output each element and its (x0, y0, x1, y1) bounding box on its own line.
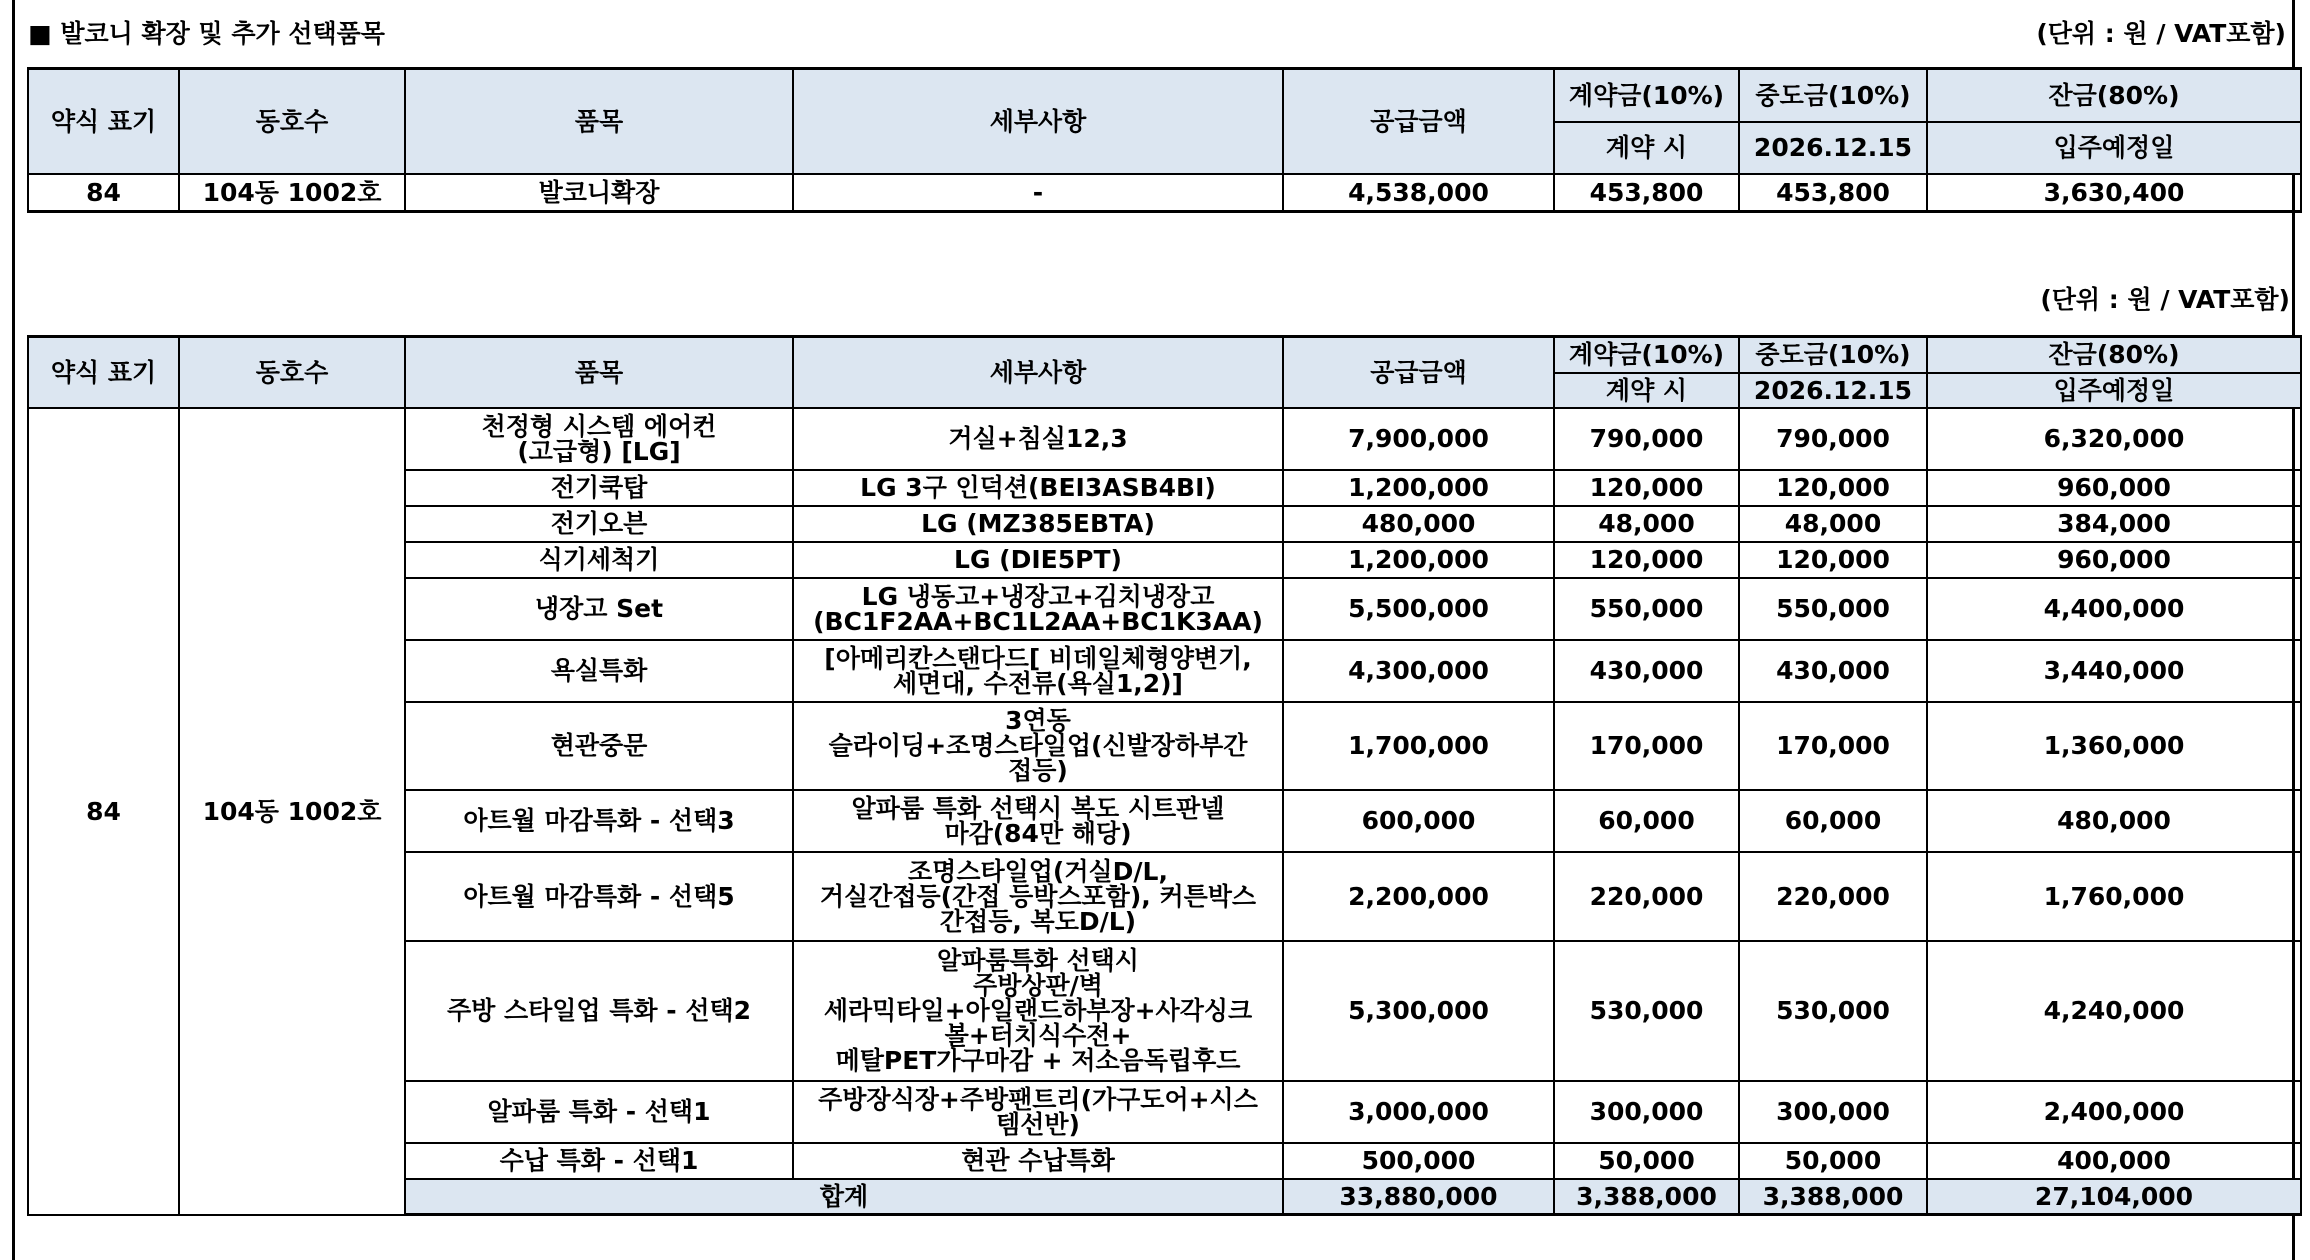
total-middle: 3,388,000 (1739, 1179, 1927, 1215)
cell-supply: 4,538,000 (1283, 174, 1554, 212)
cell-supply: 480,000 (1283, 506, 1554, 542)
header-contract: 계약금(10%) (1554, 337, 1739, 373)
cell-middle: 430,000 (1739, 640, 1927, 702)
header-balance-when: 입주예정일 (1927, 373, 2301, 408)
cell-supply: 7,900,000 (1283, 408, 1554, 470)
cell-contract: 530,000 (1554, 941, 1739, 1081)
header-item: 품목 (405, 337, 793, 408)
cell-detail: - (793, 174, 1283, 212)
header-middle: 중도금(10%) (1739, 69, 1927, 122)
header-detail: 세부사항 (793, 69, 1283, 174)
cell-contract: 120,000 (1554, 542, 1739, 578)
header-supply: 공급금액 (1283, 69, 1554, 174)
total-balance: 27,104,000 (1927, 1179, 2301, 1215)
cell-balance: 3,630,400 (1927, 174, 2301, 212)
cell-contract: 120,000 (1554, 470, 1739, 506)
cell-detail: 조명스타일업(거실D/L, 거실간접등(간접 등박스포함), 커튼박스 간접등, 복도D/L) (793, 852, 1283, 941)
header-middle-when: 2026.12.15 (1739, 122, 1927, 174)
cell-supply: 5,300,000 (1283, 941, 1554, 1081)
cell-supply: 2,200,000 (1283, 852, 1554, 941)
cell-item: 수납 특화 - 선택1 (405, 1143, 793, 1179)
cell-middle: 120,000 (1739, 470, 1927, 506)
cell-item: 아트월 마감특화 - 선택5 (405, 852, 793, 941)
table-row (28, 408, 2301, 470)
cell-middle: 550,000 (1739, 578, 1927, 640)
header-middle: 중도금(10%) (1739, 337, 1927, 373)
cell-contract: 220,000 (1554, 852, 1739, 941)
cell-detail: LG 냉동고+냉장고+김치냉장고 (BC1F2AA+BC1L2AA+BC1K3AA) (793, 578, 1283, 640)
cell-balance: 4,240,000 (1927, 941, 2301, 1081)
cell-contract: 790,000 (1554, 408, 1739, 470)
cell-detail: 알파룸 특화 선택시 복도 시트판넬 마감(84만 해당) (793, 790, 1283, 852)
cell-item: 아트월 마감특화 - 선택3 (405, 790, 793, 852)
cell-supply: 1,200,000 (1283, 542, 1554, 578)
cell-contract: 453,800 (1554, 174, 1739, 212)
cell-item: 전기오븐 (405, 506, 793, 542)
cell-balance: 3,440,000 (1927, 640, 2301, 702)
cell-supply: 4,300,000 (1283, 640, 1554, 702)
cell-item: 냉장고 Set (405, 578, 793, 640)
cell-detail: 주방장식장+주방팬트리(가구도어+시스 템선반) (793, 1081, 1283, 1143)
cell-balance: 1,360,000 (1927, 702, 2301, 790)
cell-detail: 거실+침실12,3 (793, 408, 1283, 470)
cell-contract: 430,000 (1554, 640, 1739, 702)
cell-item: 알파룸 특화 - 선택1 (405, 1081, 793, 1143)
header-balance-when: 입주예정일 (1927, 122, 2301, 174)
cell-middle: 300,000 (1739, 1081, 1927, 1143)
cell-unit-no: 104동 1002호 (179, 408, 405, 1215)
total-contract: 3,388,000 (1554, 1179, 1739, 1215)
cell-supply: 1,700,000 (1283, 702, 1554, 790)
header-supply: 공급금액 (1283, 337, 1554, 408)
cell-contract: 300,000 (1554, 1081, 1739, 1143)
cell-contract: 170,000 (1554, 702, 1739, 790)
cell-balance: 384,000 (1927, 506, 2301, 542)
header-unit-no: 동호수 (179, 69, 405, 174)
cell-middle: 790,000 (1739, 408, 1927, 470)
balcony-table (27, 67, 2302, 213)
table-row (28, 174, 2301, 212)
cell-supply: 5,500,000 (1283, 578, 1554, 640)
cell-unit-no: 104동 1002호 (179, 174, 405, 212)
cell-supply: 600,000 (1283, 790, 1554, 852)
cell-middle: 170,000 (1739, 702, 1927, 790)
cell-detail: 현관 수납특화 (793, 1143, 1283, 1179)
cell-item: 주방 스타일업 특화 - 선택2 (405, 941, 793, 1081)
cell-item: 발코니확장 (405, 174, 793, 212)
header-item: 품목 (405, 69, 793, 174)
cell-balance: 960,000 (1927, 542, 2301, 578)
cell-detail: LG (DIE5PT) (793, 542, 1283, 578)
cell-item: 현관중문 (405, 702, 793, 790)
cell-contract: 60,000 (1554, 790, 1739, 852)
cell-item: 욕실특화 (405, 640, 793, 702)
header-contract: 계약금(10%) (1554, 69, 1739, 122)
cell-contract: 550,000 (1554, 578, 1739, 640)
cell-contract: 50,000 (1554, 1143, 1739, 1179)
unit-note-2: (단위 : 원 / VAT포함) (2040, 285, 2290, 314)
header-middle-when: 2026.12.15 (1739, 373, 1927, 408)
cell-balance: 960,000 (1927, 470, 2301, 506)
unit-note: (단위 : 원 / VAT포함) (2036, 19, 2286, 48)
header-contract-when: 계약 시 (1554, 373, 1739, 408)
cell-detail: LG (MZ385EBTA) (793, 506, 1283, 542)
section-title: ■ 발코니 확장 및 추가 선택품목 (28, 19, 385, 48)
cell-middle: 530,000 (1739, 941, 1927, 1081)
cell-detail: 3연동 슬라이딩+조명스타일업(신발장하부간 접등) (793, 702, 1283, 790)
cell-balance: 400,000 (1927, 1143, 2301, 1179)
cell-balance: 4,400,000 (1927, 578, 2301, 640)
cell-middle: 60,000 (1739, 790, 1927, 852)
cell-middle: 50,000 (1739, 1143, 1927, 1179)
cell-item: 식기세척기 (405, 542, 793, 578)
cell-balance: 480,000 (1927, 790, 2301, 852)
cell-balance: 2,400,000 (1927, 1081, 2301, 1143)
header-unit-no: 동호수 (179, 337, 405, 408)
header-type: 약식 표기 (28, 337, 179, 408)
header-contract-when: 계약 시 (1554, 122, 1739, 174)
cell-contract: 48,000 (1554, 506, 1739, 542)
cell-supply: 500,000 (1283, 1143, 1554, 1179)
options-table (27, 335, 2302, 1216)
cell-middle: 220,000 (1739, 852, 1927, 941)
cell-detail: LG 3구 인덕션(BEI3ASB4BI) (793, 470, 1283, 506)
header-balance: 잔금(80%) (1927, 337, 2301, 373)
cell-item: 천정형 시스템 에어컨 (고급형) [LG] (405, 408, 793, 470)
header-type: 약식 표기 (28, 69, 179, 174)
header-balance: 잔금(80%) (1927, 69, 2301, 122)
cell-supply: 1,200,000 (1283, 470, 1554, 506)
cell-detail: 알파룸특화 선택시 주방상판/벽 세라믹타일+아일랜드하부장+사각싱크 볼+터치식수전+ 메탈PET가구마감 + 저소음독립후드 (793, 941, 1283, 1081)
cell-middle: 48,000 (1739, 506, 1927, 542)
header-detail: 세부사항 (793, 337, 1283, 408)
cell-balance: 6,320,000 (1927, 408, 2301, 470)
cell-item: 전기쿡탑 (405, 470, 793, 506)
cell-type: 84 (28, 174, 179, 212)
cell-middle: 120,000 (1739, 542, 1927, 578)
cell-supply: 3,000,000 (1283, 1081, 1554, 1143)
cell-balance: 1,760,000 (1927, 852, 2301, 941)
cell-type: 84 (28, 408, 179, 1215)
cell-detail: [아메리칸스탠다드[ 비데일체형양변기, 세면대, 수전류(욕실1,2)] (793, 640, 1283, 702)
cell-middle: 453,800 (1739, 174, 1927, 212)
total-label: 합계 (405, 1179, 1283, 1215)
total-supply: 33,880,000 (1283, 1179, 1554, 1215)
